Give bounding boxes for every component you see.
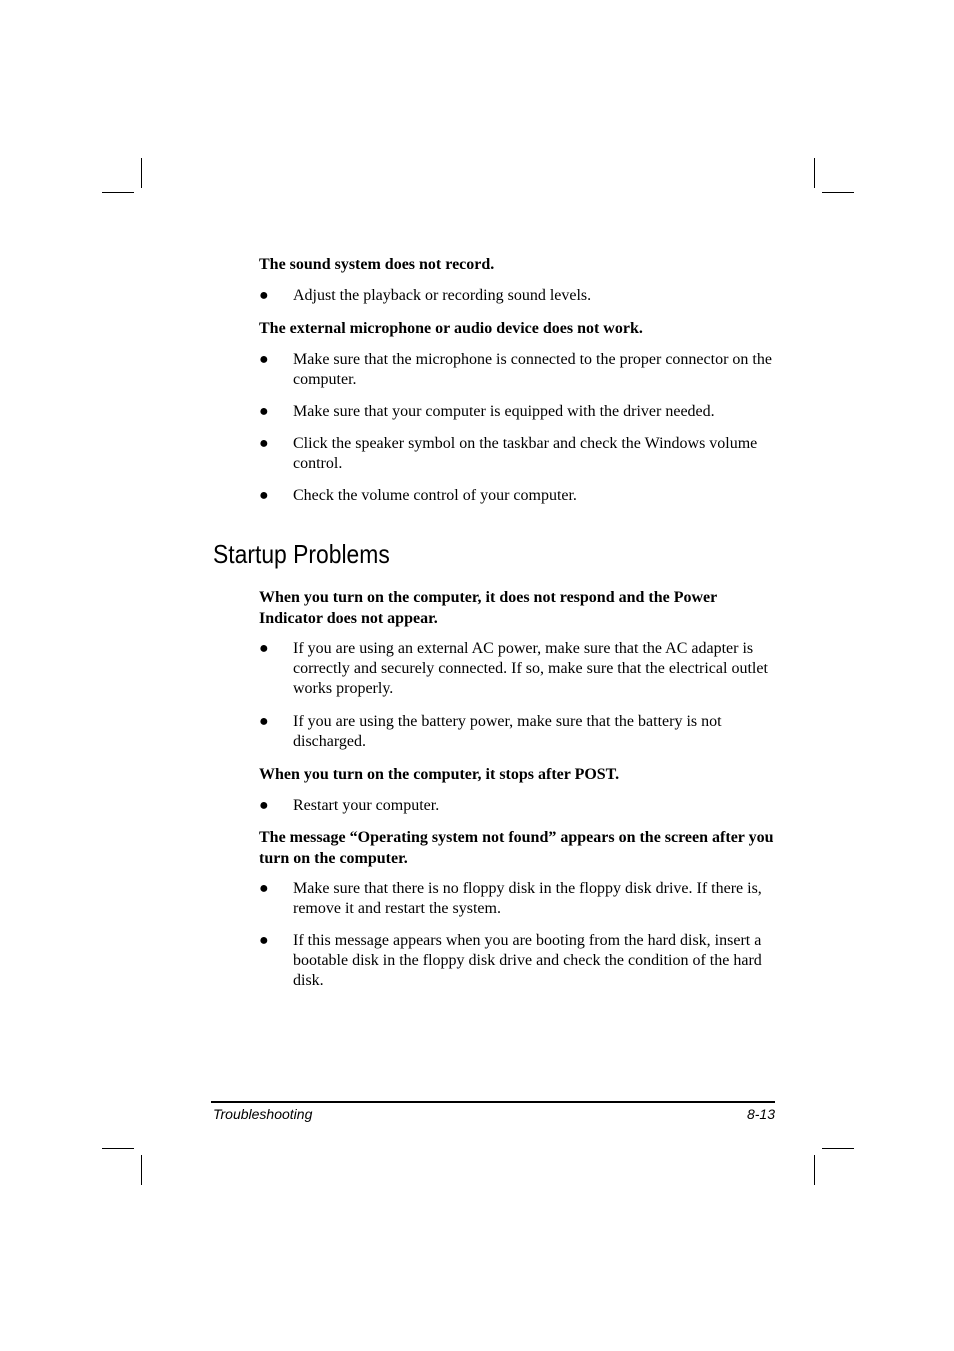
bullet-icon: ● bbox=[259, 435, 269, 452]
list-item-text: Click the speaker symbol on the taskbar and check the Windows volume control. bbox=[293, 435, 758, 472]
crop-mark-bottom-right-horizontal bbox=[822, 1148, 854, 1149]
crop-mark-top-left-horizontal bbox=[102, 192, 134, 193]
no-response-heading: When you turn on the computer, it does not respond and the Power Indicator does not appear. bbox=[259, 589, 717, 627]
section-title: Startup Problems bbox=[213, 539, 390, 569]
post-heading: When you turn on the computer, it stops after POST. bbox=[259, 766, 620, 783]
list-item-text: Make sure that the microphone is connected to the proper connector on the computer. bbox=[293, 351, 772, 388]
bullet-icon: ● bbox=[259, 403, 269, 420]
bullet-icon: ● bbox=[259, 640, 269, 657]
crop-mark-bottom-left-horizontal bbox=[102, 1148, 134, 1149]
bullet-icon: ● bbox=[259, 713, 269, 730]
list-item-text: Adjust the playback or recording sound levels. bbox=[293, 287, 592, 304]
list-item-text: Make sure that there is no floppy disk in the floppy disk drive. If there is, remove it and restart the system. bbox=[293, 880, 762, 917]
bullet-icon: ● bbox=[259, 932, 269, 949]
list-item-text: Check the volume control of your computer. bbox=[293, 487, 577, 504]
bullet-icon: ● bbox=[259, 287, 269, 304]
crop-mark-bottom-left-vertical bbox=[141, 1155, 142, 1185]
bullet-icon: ● bbox=[259, 797, 269, 814]
footer-rule bbox=[211, 1101, 775, 1103]
crop-mark-top-right-vertical bbox=[814, 158, 815, 188]
footer-page-number: 8-13 bbox=[746, 1106, 775, 1122]
crop-mark-top-left-vertical bbox=[141, 158, 142, 188]
crop-mark-bottom-right-vertical bbox=[814, 1155, 815, 1185]
os-not-found-heading: The message “Operating system not found” appears on the screen after you turn on the computer. bbox=[259, 829, 774, 867]
bullet-icon: ● bbox=[259, 880, 269, 897]
bullet-icon: ● bbox=[259, 487, 269, 504]
list-item-text: Restart your computer. bbox=[293, 797, 440, 814]
sound-record-heading: The sound system does not record. bbox=[259, 256, 495, 273]
list-item-text: Make sure that your computer is equipped with the driver needed. bbox=[293, 403, 715, 420]
list-item-text: If this message appears when you are booting from the hard disk, insert a bootable disk in the floppy disk drive and check the condition of the hard disk. bbox=[293, 932, 762, 989]
mic-heading: The external microphone or audio device does not work. bbox=[259, 320, 643, 337]
list-item-text: If you are using an external AC power, make sure that the AC adapter is correctly and securely connected. If so, make sure that the electrical outlet works properly. bbox=[293, 640, 768, 697]
footer-chapter: Troubleshooting bbox=[213, 1106, 313, 1122]
list-item-text: If you are using the battery power, make sure that the battery is not discharged. bbox=[293, 713, 722, 750]
crop-mark-top-right-horizontal bbox=[822, 192, 854, 193]
bullet-icon: ● bbox=[259, 351, 269, 368]
